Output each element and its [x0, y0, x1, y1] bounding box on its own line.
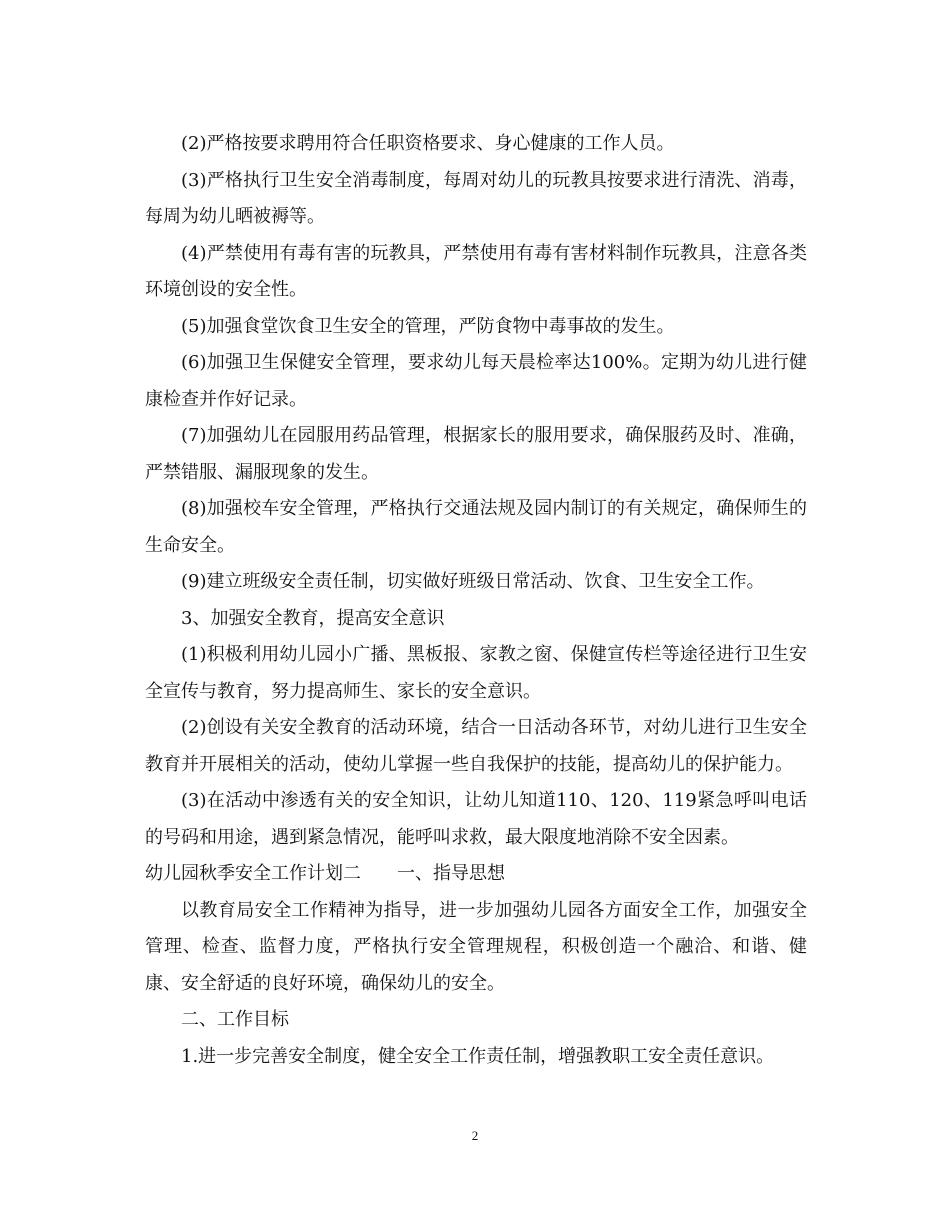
plan-title-line [145, 856, 807, 893]
paragraph: (8)加强校车安全管理，严格执行交通法规及园内制订的有关规定，确保师生的生命安全。 [145, 498, 807, 556]
paragraph: (6)加强卫生保健安全管理，要求幼儿每天晨检率达100%。定期为幼儿进行健康检查并作好记录。 [145, 352, 807, 410]
document-body [145, 126, 807, 1075]
paragraph: (3)在活动中渗透有关的安全知识，让幼儿知道110、120、119紧急呼叫电话的号码和用途，遇到紧急情况，能呼叫求救，最大限度地消除不安全因素。 [145, 790, 807, 848]
paragraph: (9)建立班级安全责任制，切实做好班级日常活动、饮食、卫生安全工作。 [181, 571, 765, 592]
plan-title: 幼儿园秋季安全工作计划二 [145, 863, 361, 884]
paragraph: 1.进一步完善安全制度，健全安全工作责任制，增强教职工安全责任意识。 [181, 1045, 775, 1067]
page-number: 2 [471, 1128, 479, 1143]
section-heading: 3、加强安全教育，提高安全意识 [181, 607, 445, 629]
paragraph: (1)积极利用幼儿园小广播、黑板报、家教之窗、保健宣传栏等途径进行卫生安全宣传与教育，努力提高师生、家长的安全意识。 [145, 644, 807, 702]
paragraph: (5)加强食堂饮食卫生安全的管理，严防食物中毒事故的发生。 [181, 315, 675, 337]
plan-subtitle: 一、指导思想 [397, 863, 505, 884]
paragraph: (2)创设有关安全教育的活动环境，结合一日活动各环节，对幼儿进行卫生安全教育并开展相关的活动，使幼儿掌握一些自我保护的技能，提高幼儿的保护能力。 [145, 717, 807, 775]
section-heading: 二、工作目标 [181, 1009, 289, 1030]
paragraph: 以教育局安全工作精神为指导，进一步加强幼儿园各方面安全工作，加强安全管理、检查、监督力度，严格执行安全管理规程，积极创造一个融洽、和谐、健康、安全舒适的良好环境，确保幼儿的安全。 [145, 899, 807, 994]
paragraph: (7)加强幼儿在园服用药品管理，根据家长的服用要求，确保服药及时、准确，严禁错服、漏服现象的发生。 [145, 425, 807, 483]
paragraph: (3)严格执行卫生安全消毒制度，每周对幼儿的玩教具按要求进行清洗、消毒，每周为幼儿晒被褥等。 [145, 169, 807, 227]
paragraph: (4)严禁使用有毒有害的玩教具，严禁使用有毒有害材料制作玩教具，注意各类环境创设的安全性。 [145, 242, 807, 300]
paragraph: (2)严格按要求聘用符合任职资格要求、身心健康的工作人员。 [181, 133, 675, 154]
